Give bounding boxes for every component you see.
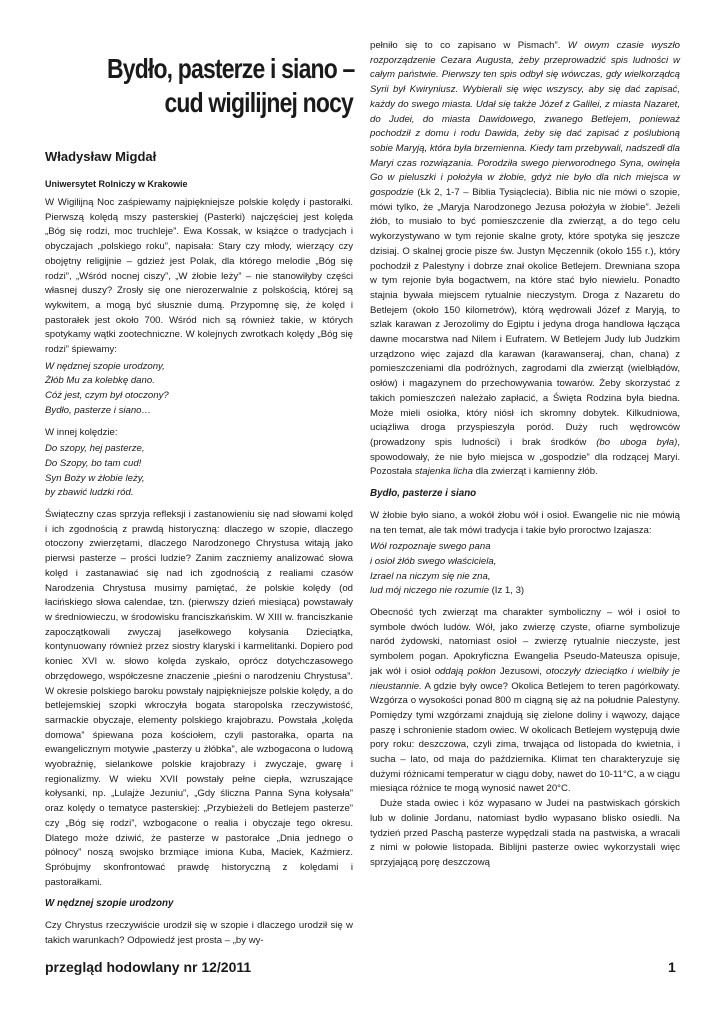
- text-run: pełniło się to co zapisano w Pismach”.: [370, 40, 568, 51]
- verse-1: [45, 360, 353, 419]
- verse-2-line: Do szopy, hej pasterze,: [45, 443, 145, 455]
- author-affiliation: Uniwersytet Rolniczy w Krakowie: [45, 179, 188, 189]
- left-paragraph-4: Czy Chrystus rzeczywiście urodził się w szopie i dlaczego urodził się w takich warunkach? Odpowiedź jest prosta – „by wy-: [45, 920, 353, 946]
- text-run: , spowodowały, że nie było miejsca w „gospodzie” dla rodzącej Maryi. Pozostała: [370, 436, 681, 478]
- verse-1-line: W nędznej szopie urodzony,: [45, 360, 165, 372]
- verse-1-line: Żłób Mu za kolebkę dano.: [45, 375, 155, 387]
- journal-footer: przegląd hodowlany nr 12/2011: [45, 959, 252, 975]
- title-line-2: cud wigilijnej nocy: [164, 87, 353, 118]
- right-paragraph-4: Duże stada owiec i kóz wypasano w Judei na pastwiskach górskich lub w dolinie Jordanu, natomiast bydło wypasano blisko osiedli. Na tydzień przed Paschą pasterze wypędzali stada na pastwiska, a wracali z nimi w połowie listopada. Biblijni pasterze owiec wykorzystali więc sprzyjającą porę deszczową: [370, 798, 680, 868]
- text-run-italic: oddają pokłon: [434, 665, 496, 677]
- left-column: [45, 196, 353, 948]
- right-paragraph-1: [370, 39, 680, 480]
- verse-2-line: by zbawić ludzki ród.: [45, 487, 134, 499]
- left-paragraph-1: W Wigilijną Noc zaśpiewamy najpiękniejsze polskie kolędy i pastorałki. Pierwszą kolędą mszy pasterskiej (Pasterki) najczęściej jest kolęda „Bóg się rodzi, moc truchleje”. Ewa Kossak, w książce o tradycjach i obyczajach „polskiego roku”, napisała: Stary czy młody, wierzący czy obojętny religijnie – gdzież jest Polak, dla którego melodie „Bóg się rodzi”, „Wśród nocnej ciszy”, „W żłobie leży” – nie stanowiłyby części własnej duszy? Zrosły się one nierozerwalnie z polskością, której są wykwitem, a mogą być słusznie dumą. Przypomnę się, że kolęd i pastorałek jest około 700. Wśród nich są również takie, w których spotykamy wątki zootechniczne. W kolejnych zwrotkach kolędy „Bóg się rodzi” śpiewamy:: [45, 197, 353, 356]
- verse-3-line: [370, 584, 680, 599]
- left-paragraph-3: Świąteczny czas sprzyja refleksji i zastanowieniu się nad słowami kolęd i ich zgodnością z prawdą historyczną: dlaczego w szopie, dlaczego otoczony zwierzętami, dlaczego Narodzonego Chrystusa witają jako pierwsi pasterze – prości ludzie? Zanim zaczniemy analizować słowa kolęd i zastanawiać się nad ich zgodnością z realiami czasów Narodzenia Chrystusa musimy pamiętać, że polskie kolędy (od łacińskiego słowa calendae, tzn. (pierwszy dzień miesiąca) powstawały w średniowieczu, w środowisku franciszkańskim. W XIII w. franciszkanie zapoczątkowali zwyczaj jasełkowego kołysania Dzieciątka, kontynuowany również przez siostry klaryski i karmelitanki. Dopiero pod koniec XVI w. słowo kolęda zyskało, oprócz dotychczasowego obrzędowego, współczesne znaczenie „pieśni o narodzeniu Chrystusa”. W okresie polskiego baroku powstały najpiękniejsze polskie kolędy, a do betlejemskiej szopki wkroczyła bogata staropolska rzeczywistość, sarmackie obyczaje, elementy polskiego krajobrazu. Powstała „kolęda domowa” śpiewana poza kościołem, czyli pastorałka, oparta na ewangelicznym motywie „pasterzy u żłóbka”, ale wzbogacona o ludową wyobraźnię, sielankowe polskie krajobrazy i zwyczaje, gwarę i regionalizmy. W wieku XVII powstały pełne ciepła, wzruszające kołysanki, np. „Lulajże Jezuniu”, „Gdy śliczna Panna Syna kołysała” oraz kolędy o tematyce pasterskiej: „Przybieżeli do Betlejem pasterze” czy „Bóg się rodzi”, wzbogacone o realia i obyczaje tego okresu. Dlatego może dziwić, że pasterze w pastorałce „Dnia jednego o północy” noszą swojsko brzmiące imiona Kuba, Maciek, Kaźmierz. Spróbujmy skonfrontować prawdę historyczną z kolędami i pastorałkami.: [45, 509, 353, 888]
- text-run-italic: (bo uboga była): [596, 436, 678, 448]
- verse-3-last-line: lud mój niczego nie rozumie: [370, 585, 489, 597]
- author-name: Władysław Migdał: [45, 149, 157, 164]
- verse-3: [370, 540, 680, 599]
- verse-3-line: Izrael na niczym się nie zna,: [370, 570, 491, 582]
- title-line-1: Bydło, pasterze i siano –: [107, 53, 355, 84]
- verse-reference: (Iz 1, 3): [488, 585, 525, 597]
- right-paragraph-2: W żłobie było siano, a wokół żłobu wół i osioł. Ewangelie nic nie mówią na ten temat, ale tak mówi tradycja i takie było proroctwo Izajasza:: [370, 509, 680, 536]
- subheading-2: Bydło, pasterze i siano: [370, 488, 477, 500]
- article-title: [107, 52, 353, 120]
- verse-1-line: Cóż jest, czym był otoczony?: [45, 390, 169, 402]
- left-paragraph-2: W innej kolędzie:: [45, 426, 118, 438]
- text-run: Jezusowi,: [495, 665, 547, 677]
- text-run: (Łk 2, 1-7 – Biblia Tysiąclecia). Biblia nic nie mówi o szopie, mówi tylko, że „Maryja Narodzonego Jezusa położyła w żłobie”. Jeżeli żłób, to musiało to być pomieszczenie dla zwierząt, a do tego celu wykorzystywano w tym rejonie skalne groty, które spotyka się jeszcze dzisiaj. O skalnej grocie pisze św. Justyn Męczennik (około 155 r.), który pochodził z Palestyny i dobrze znał okolice Betlejem. Drewniana szopa w tym rejonie była bogactwem, na które stać było niewielu. Ponadto stajnia bywała miejscem rytualnie nieczystym. Droga z Nazaretu do Betlejem (około 150 kilometrów), którą wędrowali Józef z Maryją, to szlak karawan z Jerozolimy do Egiptu i jedyna droga handlowa łącząca dawne mocarstwa nad Nilem i Eufratem. W Betlejem Judy lub Judzkim urządzono więc zajazd dla karawan (karawanseraj, chan, chana) z pomieszczeniami dla podróżnych, zagrodami dla zwierząt (wielbłądów, osłów) i magazynem do przechowywania towarów. Żeby skorzystać z takich pomieszczeń należało zapłacić, a Święta Rodzina była biedna. Może mieli osiołka, który niósł ich skromny dobytek. Kilkudniowa, uciążliwa droga przyspieszyła poród. Duży ruch wędrowców (prowadzony spis ludności) i brak środków: [370, 187, 680, 448]
- verse-2-line: Syn Boży w żłobie leży,: [45, 472, 145, 484]
- subheading-1: W nędznej szopie urodzony: [45, 898, 174, 910]
- verse-1-line: Bydło, pasterze i siano…: [45, 404, 152, 416]
- text-run: A gdzie były owce? Okolica Betlejem to teren pagórkowaty. Wzgórza o wysokości ponad 800 m ciągną się aż na południe Palestyny. Pomiędzy tymi wzgórzami znajdują się zielone doliny i wąwozy, dające paszę i schronienie stadom owiec. W okolicach Betlejem występują dwie pory roku: deszczowa, czyli zima, trwająca od listopada do kwietnia, i sucha – lato, od maja do października. Klimat ten charakteryzuje się dużymi różnicami temperatur w ciągu doby, nawet do 10-11°C, a w ciągu miesiąca różnice te mogą wynosić nawet 20°C.: [370, 680, 680, 795]
- bible-quote: W owym czasie wyszło rozporządzenie Cezara Augusta, żeby przeprowadzić spis ludności w całym państwie. Pierwszy ten spis odbył się wówczas, gdy wielkorządcą Syrii był Kwiryniusz. Wybierali się więc wszyscy, aby się dać zapisać, każdy do swego miasta. Udał się także Józef z Galilei, z miasta Nazaret, do Judei, do miasta Dawidowego, zwanego Betlejem, ponieważ pochodził z domu i rodu Dawida, żeby się dać zapisać z poślubioną sobie Maryją, która była brzemienna. Kiedy tam przebywali, nadszedł dla Maryi czas rozwiązania. Porodziła swego pierworodnego Syna, owinęła Go w pieluszki i położyła w żłobie, gdyż nie było dla nich miejsca w gospodzie: [370, 40, 680, 199]
- text-run-italic: stajenka licha: [414, 466, 473, 478]
- verse-3-line: Wół rozpoznaje swego pana: [370, 541, 491, 553]
- right-paragraph-3: [370, 606, 680, 797]
- verse-2: [45, 442, 353, 501]
- text-run-italic: otoczyły dzieciątko i wielbiły je nieustannie.: [370, 665, 681, 692]
- text-run: dla zwierząt i kamienny żłób.: [472, 466, 598, 478]
- page-number: 1: [668, 959, 676, 975]
- verse-3-line: i osioł żłób swego właściciela,: [370, 555, 497, 567]
- right-column: [370, 39, 680, 871]
- verse-2-line: Do Szopy, bo tam cud!: [45, 457, 142, 469]
- text-run: Obecność tych zwierząt ma charakter symboliczny – wół i osioł to symbole dwóch ludów. Wół, jako zwierzę czyste, ofiarne symbolizuje naród żydowski, natomiast osioł – zwierzę rytualnie nieczyste, jest symbolem pogan. Apokryficzna Ewangelia Pseudo-Mateusza opisuje, jak wół i osioł: [370, 607, 680, 677]
